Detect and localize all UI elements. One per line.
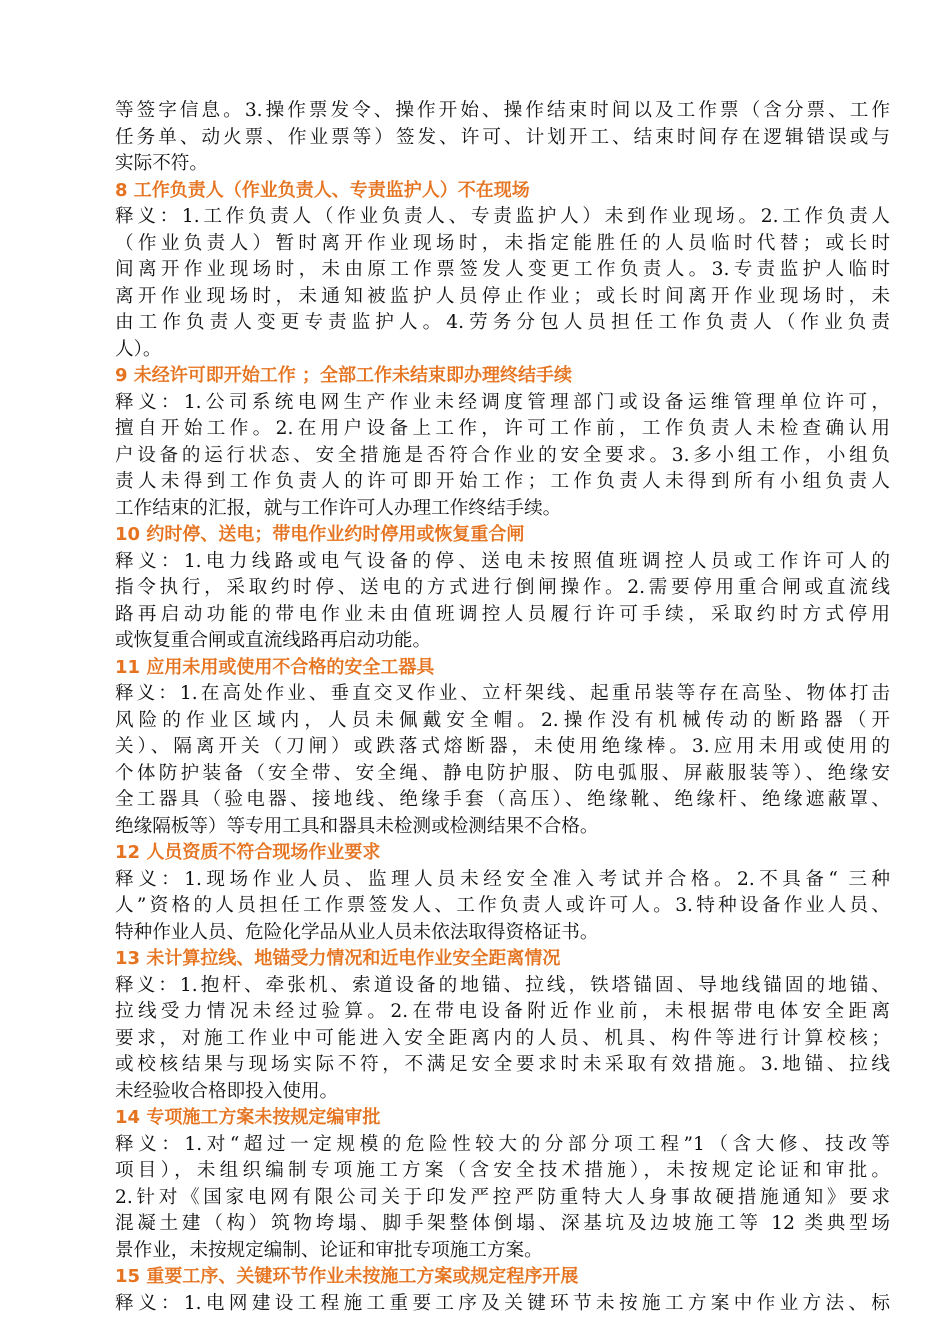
body-text-line: 个体防护装备（安全带、安全绳、静电防护服、防电弧服、屏蔽服装等）、绝缘安 [115, 762, 890, 784]
body-text-line: 景作业，未按规定编制、论证和审批专项施工方案。 [115, 1239, 543, 1261]
body-text-line: 或恢复重合闸或直流线路再启动功能。 [115, 630, 432, 651]
document-body [115, 98, 890, 1317]
body-text-line: 未经验收合格即投入使用。 [115, 1080, 339, 1102]
body-text-line: 人”资格的人员担任工作票签发人、工作负责人或许可人。3.特种设备作业人员、 [115, 895, 890, 916]
body-text-line: 间离开作业现场时，未由原工作票签发人变更工作负责人。3.专责监护人临时 [115, 259, 890, 280]
section-heading: 9 未经许可即开始工作 ；全部工作未结束即办理终结手续 [115, 365, 573, 386]
body-text-line: 路再启动功能的带电作业未由值班调控人员履行许可手续，采取约时方式停用 [115, 603, 890, 625]
body-text-line: 实际不符。 [115, 153, 208, 174]
body-text-line: 离开作业现场时，未通知被监护人员停止作业；或长时间离开作业现场时，未 [115, 285, 890, 307]
body-text-line: 拉线受力情况未经过验算。2.在带电设备附近作业前，未根据带电体安全距离 [115, 1001, 890, 1022]
body-text-line: 擅自开始工作。2.在用户设备上工作，许可工作前，工作负责人未检查确认用 [115, 418, 890, 439]
body-text-line: 责人未得到工作负责人的许可即开始工作；工作负责人未得到所有小组负责人 [115, 471, 890, 492]
body-text-line: 2.针对《国家电网有限公司关于印发严控严防重特大人身事故硬措施通知》要求 [115, 1186, 890, 1208]
section-heading: 13 未计算拉线、地锚受力情况和近电作业安全距离情况 [115, 948, 561, 969]
body-text-line: 项目），未组织编制专项施工方案（含安全技术措施），未按规定论证和审批。 [115, 1160, 890, 1181]
body-text-line: 任务单、动火票、作业票等）签发、许可、计划开工、结束时间存在逻辑错误或与 [115, 126, 890, 148]
body-text-line: 关）、隔离开关（刀闸）或跌落式熔断器，未使用绝缘棒。3.应用未用或使用的 [115, 736, 890, 757]
section-heading: 11 应用未用或使用不合格的安全工器具 [115, 656, 435, 678]
body-text-line: 释义：1.公司系统电网生产作业未经调度管理部门或设备运维管理单位许可， [115, 391, 890, 413]
body-text-line: 释义：1.对“超过一定规模的危险性较大的分部分项工程”1（含大修、技改等 [115, 1133, 890, 1155]
body-text-line: 户设备的运行状态、安全措施是否符合作业的安全要求。3.多小组工作，小组负 [115, 444, 890, 466]
body-text-line: 释义：1.在高处作业、垂直交叉作业、立杆架线、起重吊装等存在高坠、物体打击 [115, 683, 890, 704]
body-text-line: 释义：1.现场作业人员、监理人员未经安全准入考试并合格。2.不具备“ 三种 [115, 868, 890, 890]
body-text-line: 释义：1.工作负责人（作业负责人、专责监护人）未到作业现场。2.工作负责人 [115, 206, 890, 227]
body-text-line: 特种作业人员、危险化学品从业人员未依法取得资格证书。 [115, 921, 599, 943]
section-heading: 15 重要工序、关键环节作业未按施工方案或规定程序开展 [115, 1266, 579, 1287]
body-text-line: 混凝土建（构）筑物垮塌、脚手架整体倒塌、深基坑及边坡施工等 12 类典型场 [115, 1213, 890, 1234]
body-text-line: 工作结束的汇报，就与工作许可人办理工作终结手续。 [115, 497, 562, 519]
section-heading: 8 工作负责人（作业负责人、专责监护人）不在现场 [115, 179, 530, 201]
body-text-line: 绝缘隔板等）等专用工具和器具未检测或检测结果不合格。 [115, 815, 599, 837]
body-text-line: 等签字信息。3.操作票发令、操作开始、操作结束时间以及工作票（含分票、工作 [115, 100, 890, 121]
body-text-line: （作业负责人）暂时离开作业现场时，未指定能胜任的人员临时代替；或长时 [115, 232, 890, 254]
body-text-line: 指令执行，采取约时停、送电的方式进行倒闸操作。2.需要停用重合闸或直流线 [115, 577, 890, 598]
body-text-line: 全工器具（验电器、接地线、绝缘手套（高压）、绝缘靴、绝缘杆、绝缘遮蔽罩、 [115, 789, 890, 810]
section-heading: 12 人员资质不符合现场作业要求 [115, 842, 381, 863]
body-text-line: 释义：1.电力线路或电气设备的停、送电未按照值班调控人员或工作许可人的 [115, 550, 890, 572]
body-text-line: 由工作负责人变更专责监护人。4.劳务分包人员担任工作负责人（作业负责 [115, 312, 890, 333]
body-text-line: 释义：1.电网建设工程施工重要工序及关键环节未按施工方案中作业方法、标 [115, 1292, 890, 1314]
body-text-line: 或校核结果与现场实际不符，不满足安全要求时未采取有效措施。3.地锚、拉线 [115, 1054, 890, 1075]
body-text-line: 风险的作业区域内，人员未佩戴安全帽。2.操作没有机械传动的断路器（开 [115, 709, 890, 731]
body-text-line: 人）。 [115, 338, 162, 360]
section-heading: 14 专项施工方案未按规定编审批 [115, 1107, 381, 1128]
section-heading: 10 约时停、送电；带电作业约时停用或恢复重合闸 [115, 524, 525, 545]
body-text-line: 释义：1.抱杆、牵张机、索道设备的地锚、拉线，铁塔锚固、导地线锚固的地锚、 [115, 974, 890, 996]
body-text-line: 要求，对施工作业中可能进入安全距离内的人员、机具、构件等进行计算校核； [115, 1027, 890, 1049]
